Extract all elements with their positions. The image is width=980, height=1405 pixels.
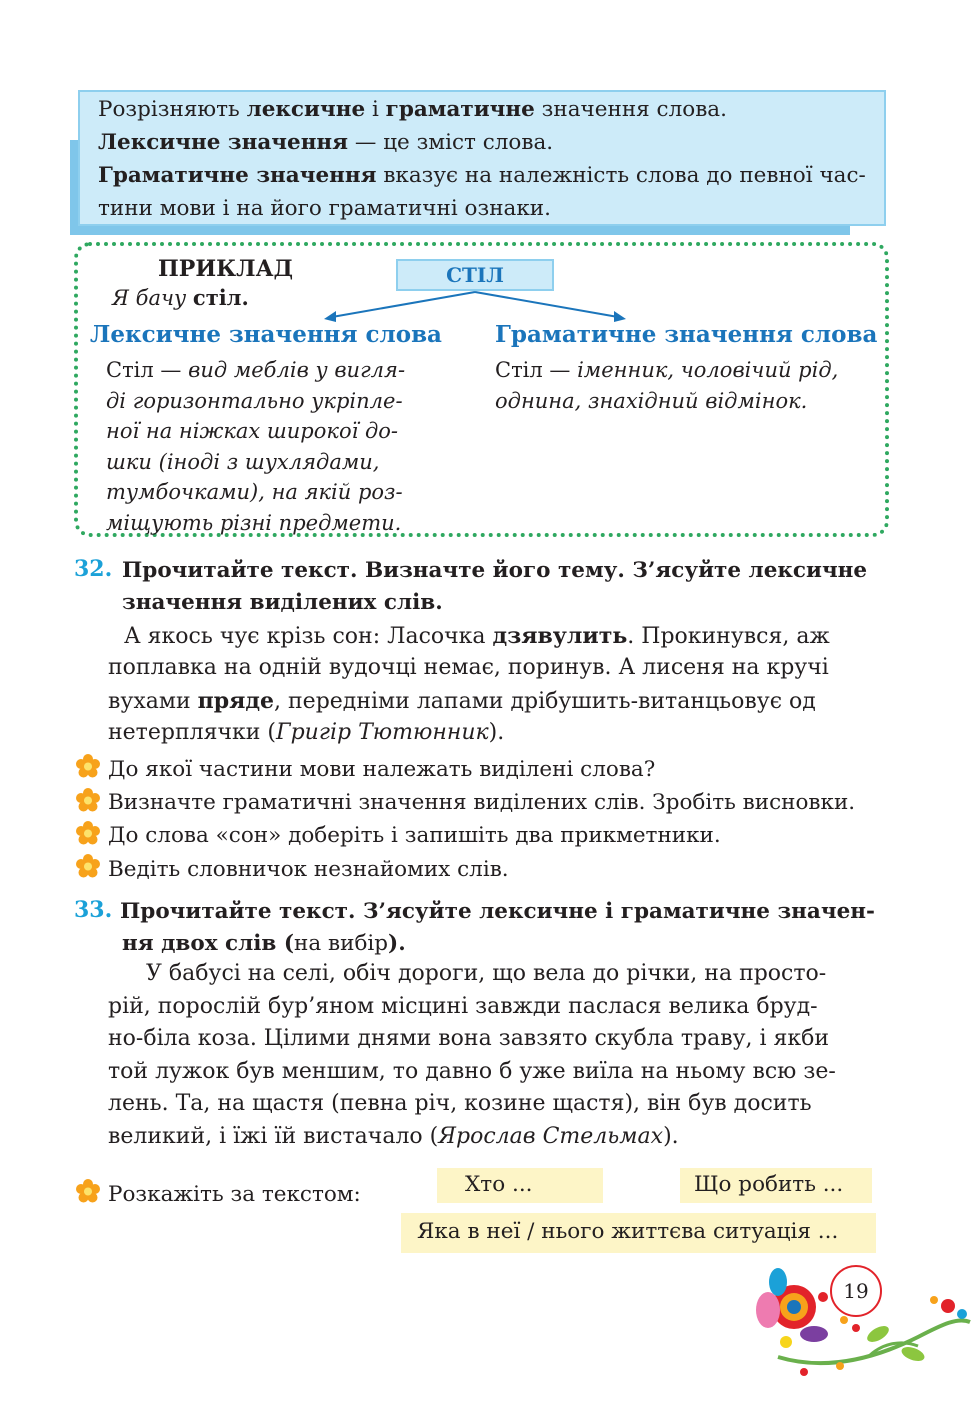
- example-title: ПРИКЛАД: [158, 256, 294, 282]
- exercise-33-number: 33.: [74, 897, 113, 923]
- exercise-33-text-line-4: той лужок був меншим, то давно б уже виїла на ньому всю зе-: [108, 1059, 836, 1084]
- flower-bullet-icon: [76, 788, 100, 812]
- flower-bullet-icon: [76, 821, 100, 845]
- grammatical-heading: Граматичне значення слова: [495, 321, 878, 348]
- exercise-33-text-line-5: лень. Та, на щастя (певна річ, козине щастя), він був досить: [108, 1091, 812, 1116]
- answer-box-what-does: Що робить ...: [680, 1168, 872, 1203]
- exercise-32-task-line-2: значення виділених слів.: [122, 590, 443, 615]
- grammatical-line-2: однина, знахідний відмінок.: [495, 389, 808, 413]
- exercise-33-text-line-1: У бабусі на селі, обіч дороги, що вела до річки, на просто-: [146, 961, 827, 986]
- flower-bullet-icon: [76, 1179, 100, 1203]
- exercise-32-task-line-1: Прочитайте текст. Визначте його тему. З’ясуйте лексичне: [122, 558, 868, 583]
- lexical-line-5: тумбочками), на якій роз-: [106, 480, 403, 504]
- example-word-box: СТІЛ: [396, 259, 554, 291]
- rule-line-3: Граматичне значення вказує на належність слова до певної час-: [98, 163, 866, 188]
- exercise-32-number: 32.: [74, 556, 113, 582]
- exercise-33-task-line-1: Прочитайте текст. З’ясуйте лексичне і граматичне значен-: [120, 899, 875, 924]
- answer-box-who: Хто ...: [437, 1168, 603, 1203]
- lexical-line-2: ді горизонтально укріпле-: [106, 389, 403, 413]
- lexical-line-1: Стіл — вид меблів у вигля-: [106, 358, 406, 382]
- exercise-32-text-line-2: поплавка на одній вудочці немає, поринув. А лисеня на кручі: [108, 655, 829, 680]
- exercise-33-task-line-2: ня двох слів (на вибір).: [122, 931, 406, 956]
- lexical-heading: Лексичне значення слова: [90, 321, 442, 348]
- exercise-33-text-line-6: великий, і їжі їй вистачало (Ярослав Стельмах).: [108, 1124, 679, 1149]
- rule-line-2: Лексичне значення — це зміст слова.: [98, 130, 554, 155]
- exercise-32-question-4: Ведіть словничок незнайомих слів.: [108, 857, 509, 882]
- page-number: 19: [830, 1265, 882, 1317]
- answer-box-life-situation: Яка в неї / нього життєва ситуація ...: [401, 1213, 876, 1253]
- exercise-32-question-3: До слова «сон» доберіть і запишіть два прикметники.: [108, 823, 721, 848]
- lexical-line-4: шки (іноді з шухлядами,: [106, 450, 380, 474]
- flower-bullet-icon: [76, 754, 100, 778]
- arrow-right: [475, 292, 618, 317]
- exercise-33-text-line-2: рій, порослій бур’яном місцині завжди паслася велика бруд-: [108, 994, 818, 1019]
- arrow-left: [332, 292, 475, 317]
- rule-line-4: тини мови і на його граматичні ознаки.: [98, 196, 551, 221]
- exercise-33-text-line-3: но-біла коза. Цілими днями вона завзято скубла траву, і якби: [108, 1026, 830, 1051]
- lexical-line-6: міщують різні предмети.: [106, 511, 402, 535]
- exercise-32-text-line-1: А якось чує крізь сон: Ласочка дзявулить. Прокинувся, аж: [124, 623, 830, 649]
- exercise-32-text-line-3: вухами пряде, передніми лапами дрібушить-витанцьовує од: [108, 688, 816, 714]
- exercise-32-text-line-4: нетерплячки (Григір Тютюнник).: [108, 720, 505, 745]
- exercise-33-prompt: Розкажіть за текстом:: [108, 1182, 361, 1207]
- exercise-32-question-1: До якої частини мови належать виділені слова?: [108, 757, 656, 782]
- flower-bullet-icon: [76, 854, 100, 878]
- grammatical-line-1: Стіл — іменник, чоловічий рід,: [495, 358, 839, 382]
- exercise-32-question-2: Визначте граматичні значення виділених слів. Зробіть висновки.: [108, 790, 856, 815]
- example-sentence: Я бачу стіл.: [112, 285, 249, 310]
- lexical-line-3: ної на ніжках широкої до-: [106, 419, 399, 443]
- rule-line-1: Розрізняють лексичне і граматичне значення слова.: [98, 97, 727, 122]
- branch-arrows: [320, 289, 630, 323]
